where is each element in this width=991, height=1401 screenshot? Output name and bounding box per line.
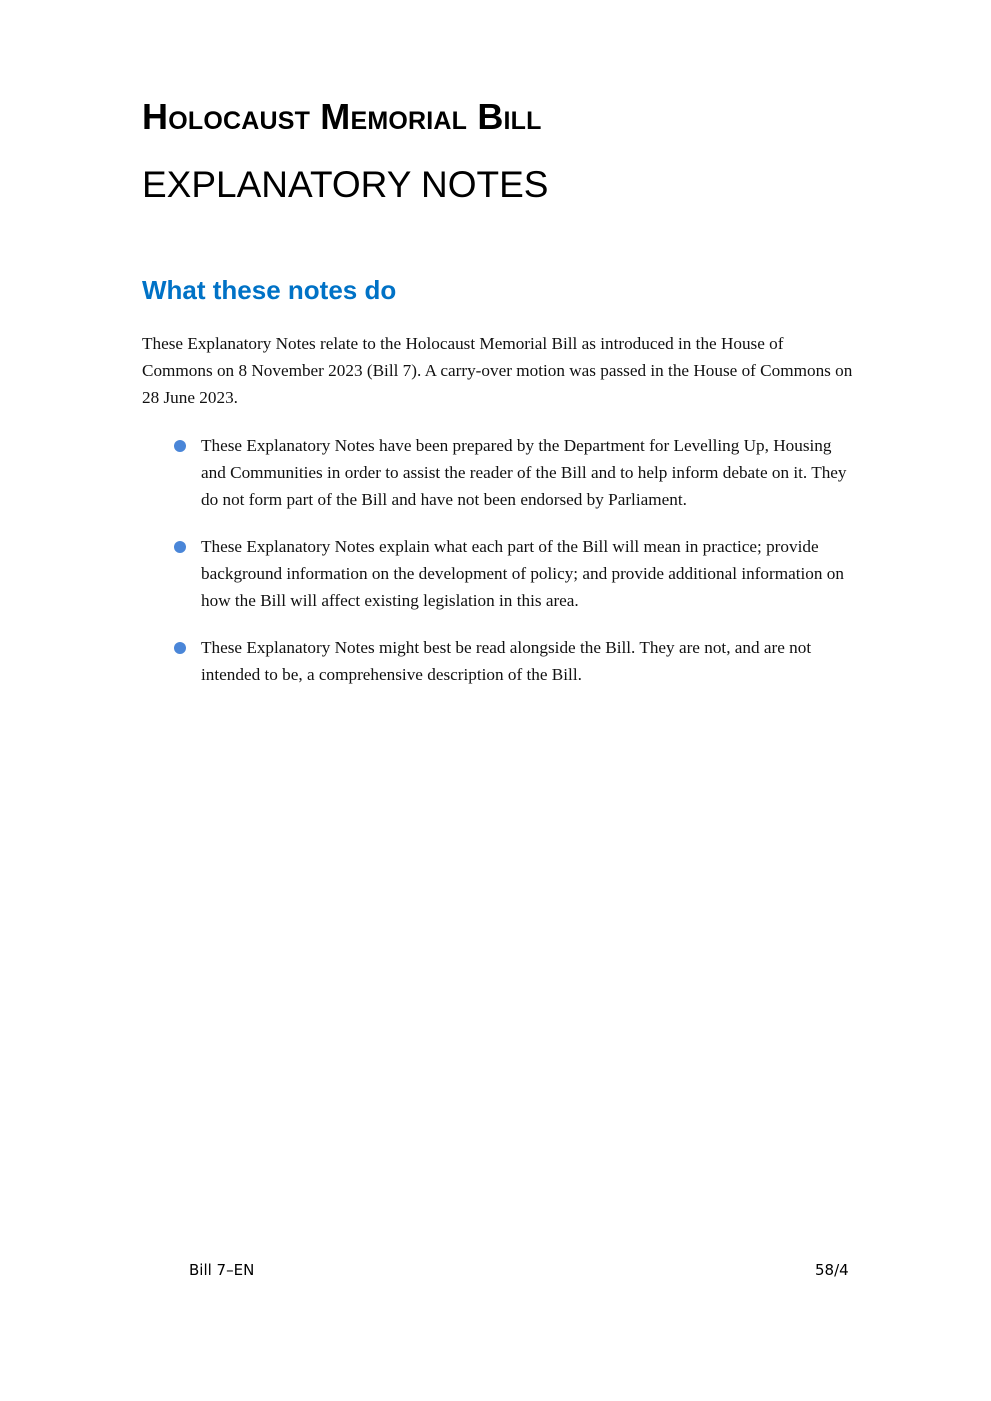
text-line: intended to be, a comprehensive description of the Bill.	[201, 665, 582, 684]
footer-bill-number: Bill 7–EN	[189, 1261, 255, 1279]
text-line: These Explanatory Notes explain what each part of the Bill will mean in practice; provide	[201, 537, 819, 556]
text-line: These Explanatory Notes might best be read alongside the Bill. They are not, and are not	[201, 638, 812, 657]
footer-reference: 58/4	[815, 1261, 849, 1279]
text-line: 28 June 2023.	[142, 388, 238, 407]
bullet-icon	[174, 642, 186, 654]
text-line: background information on the development of policy; and provide additional information on	[201, 564, 844, 583]
text-line: These Explanatory Notes relate to the Holocaust Memorial Bill as introduced in the House of	[142, 334, 784, 353]
text-line: how the Bill will affect existing legislation in this area.	[201, 591, 579, 610]
document-subtitle: EXPLANATORY NOTES	[142, 164, 549, 205]
bullet-icon	[174, 440, 186, 452]
text-line: Commons on 8 November 2023 (Bill 7). A carry-over motion was passed in the House of Commons on	[142, 361, 853, 380]
section-heading: What these notes do	[142, 275, 397, 305]
bullet-icon	[174, 541, 186, 553]
document-title: Holocaust Memorial Bill	[142, 96, 542, 137]
intro-paragraph	[142, 330, 852, 411]
text-line: do not form part of the Bill and have not been endorsed by Parliament.	[201, 490, 687, 509]
text-line: These Explanatory Notes have been prepared by the Department for Levelling Up, Housing	[201, 436, 832, 455]
text-line: and Communities in order to assist the reader of the Bill and to help inform debate on it. They	[201, 463, 847, 482]
